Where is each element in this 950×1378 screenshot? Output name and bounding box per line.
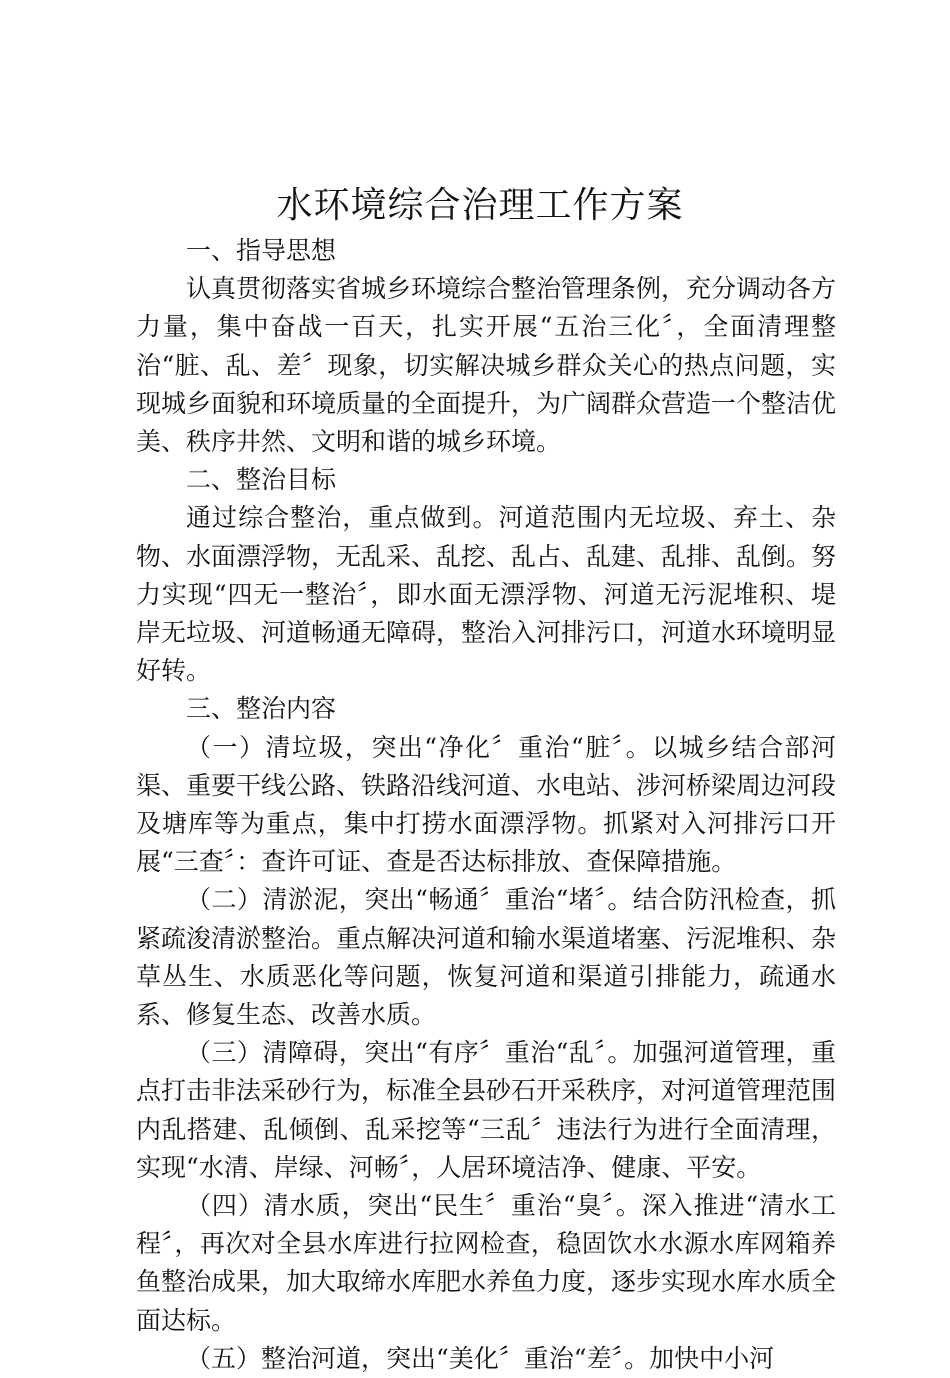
section-heading: 二、整治目标	[186, 465, 337, 495]
body-paragraph: （四）清水质，突出“民生〞重治“臭〞。深入推进“清水工程〞，再次对全县水库进行拉网检查，稳固饮水水源水库网箱养鱼整治成果，加大取缔水库肥水养鱼力度，逐步实现水库水质全面达标。	[136, 1191, 837, 1335]
section-heading: 一、指导思想	[186, 236, 337, 265]
body-paragraph: （二）清淤泥，突出“畅通〞重治“堵〞。结合防汛检查，抓紧疏浚清淤整治。重点解决河道和输水渠道堵塞、污泥堆积、杂草丛生、水质恶化等问题，恢复河道和渠道引排能力，疏通水系、修复生态、改善水质。	[136, 885, 837, 1030]
body-paragraph: 通过综合整治，重点做到。河道范围内无垃圾、弃土、杂物、水面漂浮物，无乱采、乱挖、乱占、乱建、乱排、乱倒。努力实现“四无一整治〞，即水面无漂浮物、河道无污泥堆积、堤岸无垃圾、河道畅通无障碍，整治入河排污口，河道水环境明显好转。	[136, 503, 837, 686]
section-heading: 三、整治内容	[186, 694, 337, 724]
document-body	[136, 232, 836, 1378]
body-paragraph: （五）整治河道，突出“美化〞重治“差〞。加快中小河	[186, 1343, 775, 1373]
body-paragraph: （三）清障碍，突出“有序〞重治“乱〞。加强河道管理，重点打击非法采砂行为，标准全县砂石开采秩序，对河道管理范围内乱搭建、乱倾倒、乱采挖等“三乱〞违法行为进行全面清理，实现“水清、岸绿、河畅〞，人居环境洁净、健康、平安。	[136, 1038, 837, 1182]
body-paragraph: （一）清垃圾，突出“净化〞重治“脏〞。以城乡结合部河渠、重要干线公路、铁路沿线河道、水电站、涉河桥梁周边河段及塘库等为重点，集中打捞水面漂浮物。抓紧对入河排污口开展“三查〞：查许可证、查是否达标排放、查保障措施。	[136, 732, 837, 877]
document-title: 水环境综合治理工作方案	[276, 185, 684, 226]
body-paragraph: 认真贯彻落实省城乡环境综合整治管理条例，充分调动各方力量，集中奋战一百天，扎实开展“五治三化〞，全面清理整治“脏、乱、差〞现象，切实解决城乡群众关心的热点问题，实现城乡面貌和环境质量的全面提升，为广阔群众营造一个整洁优美、秩序井然、文明和谐的城乡环境。	[136, 274, 837, 457]
